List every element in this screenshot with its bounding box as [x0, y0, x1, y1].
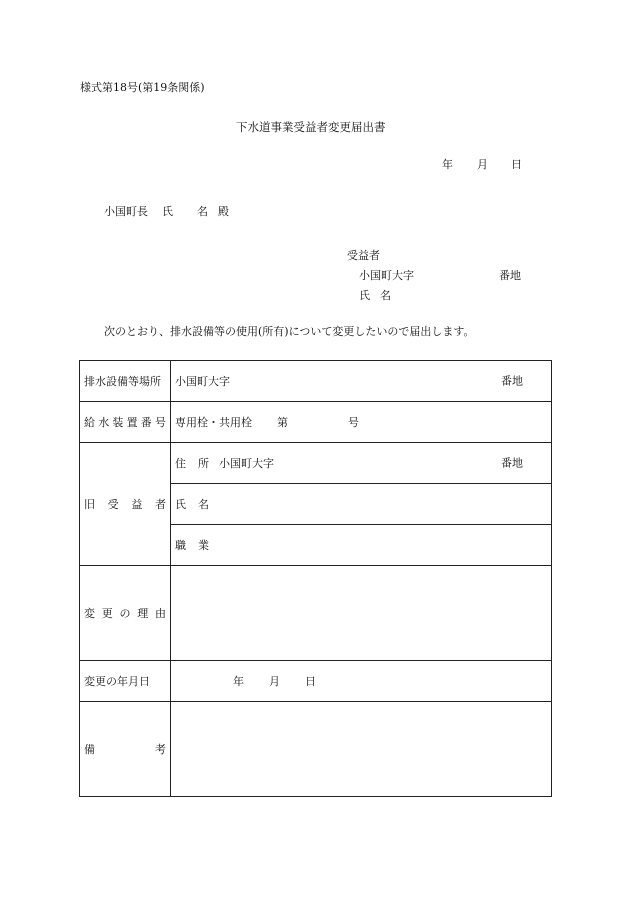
row-drainage-location — [80, 361, 552, 402]
water-supply-number-label — [80, 402, 171, 443]
row-former-address — [80, 443, 552, 484]
number-dai: 第 — [277, 415, 288, 429]
date-day-label: 日 — [511, 158, 522, 171]
water-supply-number-field[interactable] — [171, 402, 552, 443]
label-char: 考 — [155, 742, 166, 756]
former-name-a: 氏 — [175, 497, 186, 511]
change-reason-field[interactable] — [171, 566, 552, 661]
former-address-label-a: 住 — [175, 456, 186, 470]
label-char: 給 — [84, 415, 95, 429]
former-address-label-b: 所 — [198, 456, 209, 470]
former-job-b: 業 — [198, 538, 209, 552]
date-month-label: 月 — [477, 158, 488, 171]
drainage-location-town: 小国町大字 — [175, 374, 230, 388]
tap-type: 専用栓・共用栓 — [175, 415, 252, 429]
label-char: 旧 — [84, 497, 95, 511]
remarks-field[interactable] — [171, 702, 552, 797]
former-occupation-field[interactable] — [171, 525, 552, 566]
label-char: 番 — [140, 415, 152, 429]
label-char: 更 — [101, 606, 113, 620]
addressee-shi: 氏 — [162, 205, 173, 218]
change-date-month: 月 — [269, 674, 280, 688]
former-job-a: 職 — [175, 538, 186, 552]
form-table — [79, 360, 552, 797]
change-date-day: 日 — [305, 674, 316, 688]
addressee-dono: 殿 — [218, 205, 229, 218]
row-water-supply-number — [80, 402, 552, 443]
beneficiary-address-lot: 番地 — [499, 269, 521, 282]
addressee-mei: 名 — [197, 205, 208, 218]
intro-text: 次のとおり、排水設備等の使用(所有)について変更したいので届出します。 — [104, 325, 475, 338]
former-address-lot: 番地 — [501, 456, 523, 470]
date-year-label: 年 — [442, 158, 453, 171]
label-char: 水 — [98, 415, 110, 429]
label-char: 由 — [155, 606, 166, 620]
addressee — [104, 206, 229, 217]
beneficiary-name-shi: 氏 — [359, 289, 370, 302]
beneficiary-name-mei: 名 — [380, 289, 391, 302]
label-char: の — [119, 606, 131, 620]
addressee-town: 小国町長 — [104, 205, 148, 218]
change-date-label: 変更の年月日 — [80, 661, 171, 702]
label-char: 変 — [84, 606, 95, 620]
former-address-field[interactable] — [171, 443, 552, 484]
label-char: 受 — [107, 497, 119, 511]
change-date-year: 年 — [233, 674, 244, 688]
number-gou: 号 — [348, 415, 359, 429]
former-beneficiary-label — [80, 443, 171, 566]
label-char: 置 — [126, 415, 138, 429]
label-char: 者 — [154, 497, 166, 511]
change-reason-label — [80, 566, 171, 661]
former-address-town: 小国町大字 — [219, 456, 274, 470]
row-change-date — [80, 661, 552, 702]
remarks-label — [80, 702, 171, 797]
beneficiary-name-label — [359, 290, 391, 301]
label-char: 理 — [137, 606, 149, 620]
former-name-b: 名 — [198, 497, 209, 511]
drainage-location-label: 排水設備等場所 — [80, 361, 171, 402]
drainage-location-lot: 番地 — [501, 374, 523, 388]
beneficiary-label: 受益者 — [347, 249, 380, 262]
label-char: 装 — [112, 415, 124, 429]
row-change-reason — [80, 566, 552, 661]
beneficiary-address-town: 小国町大字 — [359, 269, 414, 282]
label-char: 号 — [154, 415, 166, 429]
former-name-field[interactable] — [171, 484, 552, 525]
form-number: 様式第18号(第19条関係) — [80, 81, 205, 94]
row-remarks — [80, 702, 552, 797]
drainage-location-field[interactable] — [171, 361, 552, 402]
label-char: 備 — [84, 742, 95, 756]
label-char: 益 — [131, 497, 143, 511]
change-date-field[interactable] — [171, 661, 552, 702]
document-title: 下水道事業受益者変更届出書 — [236, 120, 386, 134]
